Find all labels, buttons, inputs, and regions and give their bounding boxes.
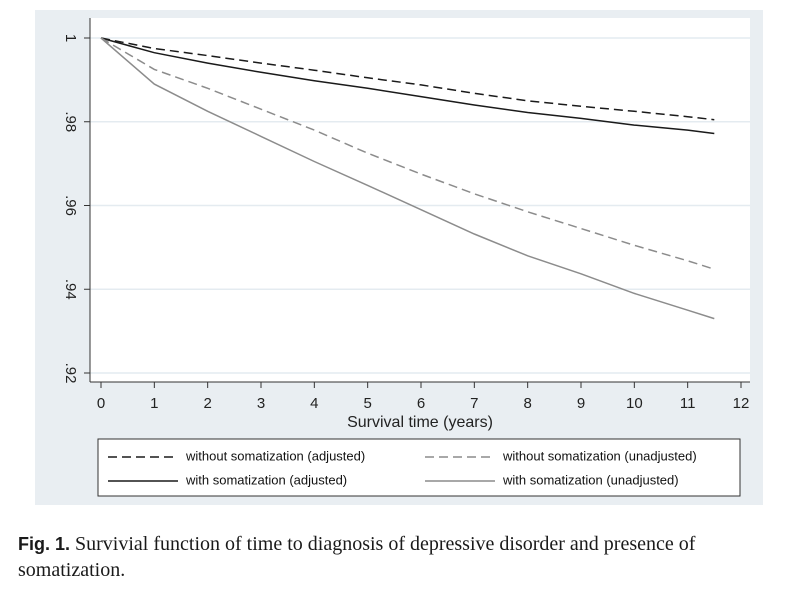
x-axis-title: Survival time (years) — [347, 414, 493, 431]
x-tick-label: 3 — [256, 395, 266, 412]
y-tick-label: 1 — [62, 33, 80, 43]
caption-text: Survivial function of time to diagnosis of depressive disorder and presence of somatization. — [18, 533, 696, 581]
legend-label: without somatization (adjusted) — [186, 448, 366, 464]
x-tick-label: 8 — [523, 395, 532, 412]
x-tick-label: 6 — [416, 395, 426, 412]
x-tick-label: 2 — [203, 395, 212, 412]
y-tick-label: .94 — [62, 278, 80, 300]
x-tick-label: 9 — [576, 395, 586, 412]
legend-label: with somatization (unadjusted) — [503, 472, 679, 488]
x-tick-label: 1 — [150, 395, 159, 412]
x-tick-label: 10 — [625, 395, 643, 412]
x-tick-label: 0 — [96, 395, 106, 412]
x-tick-label: 7 — [470, 395, 479, 412]
legend-label: without somatization (unadjusted) — [503, 448, 697, 464]
y-tick-label: .98 — [62, 111, 80, 133]
x-tick-label: 4 — [310, 395, 319, 412]
y-tick-label: .92 — [62, 362, 80, 384]
y-tick-label: .96 — [62, 195, 80, 216]
plot-area — [90, 18, 750, 382]
x-tick-label: 11 — [679, 395, 696, 412]
x-tick-label: 5 — [363, 395, 372, 412]
x-tick-label: 12 — [732, 395, 750, 412]
figure-caption — [18, 531, 783, 583]
caption-label: Fig. 1. — [18, 534, 71, 554]
legend-label: with somatization (adjusted) — [186, 472, 348, 488]
